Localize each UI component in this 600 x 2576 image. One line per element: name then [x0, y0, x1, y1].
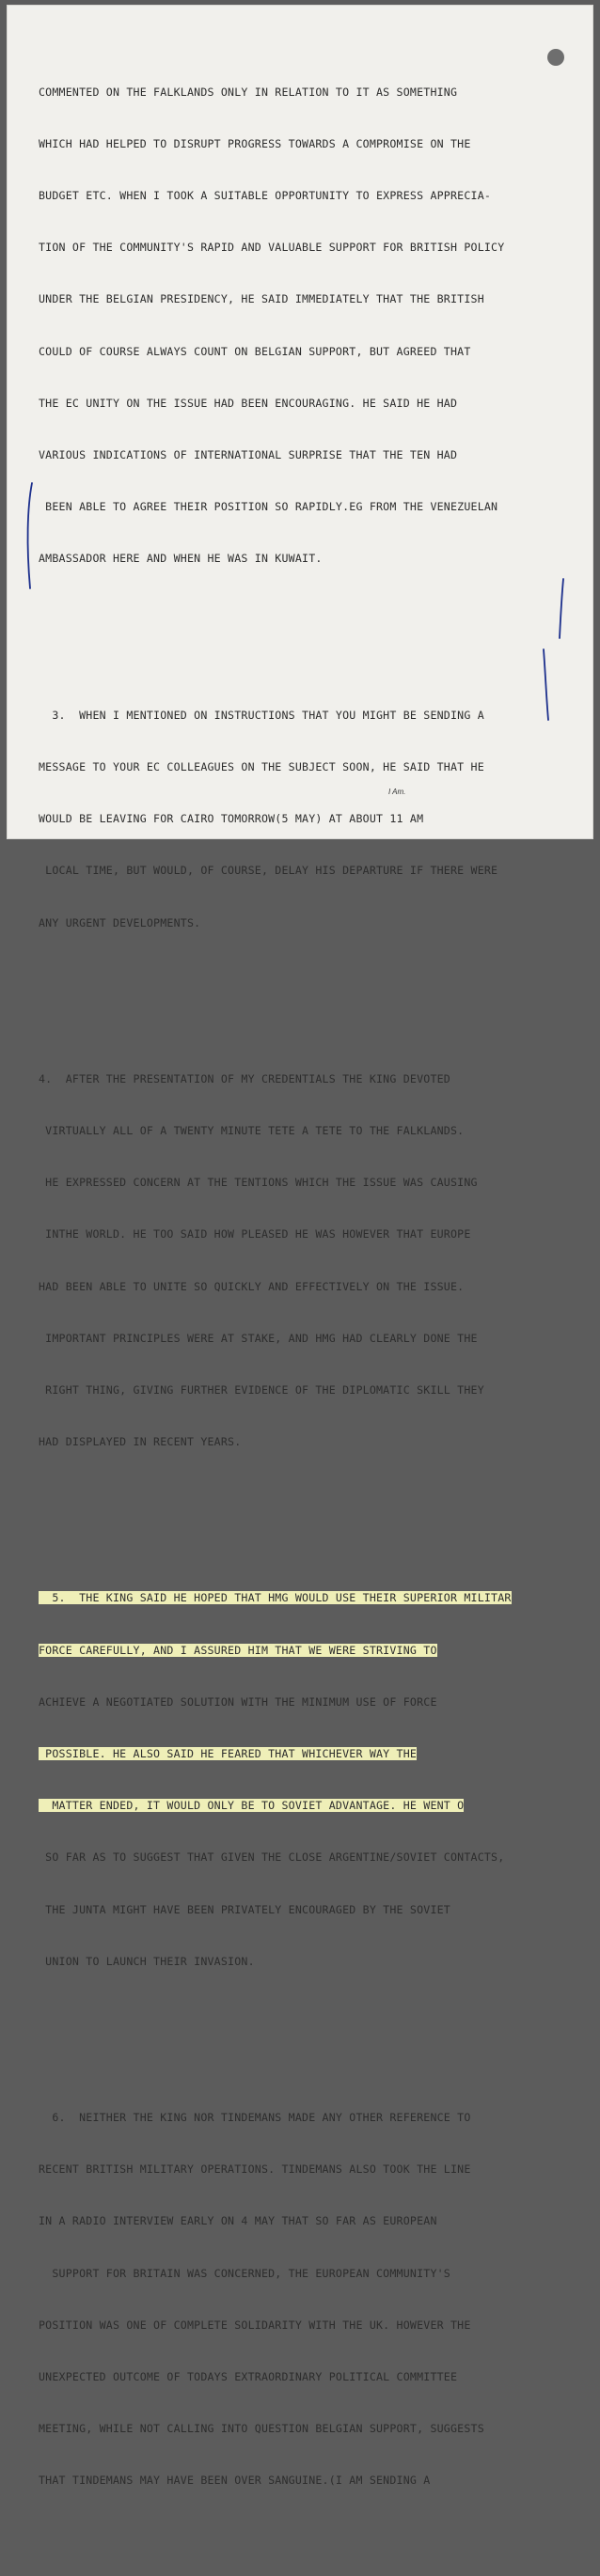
text-line: ANY URGENT DEVELOPMENTS.: [39, 915, 201, 929]
text-line: BEEN ABLE TO AGREE THEIR POSITION SO RAPIDLY.EG FROM THE VENEZUELAN: [39, 500, 498, 514]
text-line: THAT TINDEMANS MAY HAVE BEEN OVER SANGUINE.(I AM SENDING A: [39, 2474, 431, 2488]
right-margin-line-icon: [541, 647, 552, 724]
highlight-mark: MATTER ENDED, IT WOULD ONLY BE TO SOVIET ADVANTAGE. HE WENT O: [39, 1799, 465, 1813]
paragraph-6: [39, 2074, 573, 2523]
handwritten-insert: I Am.: [388, 788, 406, 796]
text-line: HAD BEEN ABLE TO UNITE SO QUICKLY AND EFFECTIVELY ON THE ISSUE.: [39, 1279, 465, 1293]
paragraph-2-continued: [39, 49, 573, 602]
text-line: 6. NEITHER THE KING NOR TINDEMANS MADE ANY OTHER REFERENCE TO: [39, 2111, 471, 2125]
text-line: LOCAL TIME, BUT WOULD, OF COURSE, DELAY HIS DEPARTURE IF THERE WERE: [39, 864, 498, 878]
text-line: UNEXPECTED OUTCOME OF TODAYS EXTRAORDINARY POLITICAL COMMITTEE: [39, 2370, 458, 2384]
text-line: MEETING, WHILE NOT CALLING INTO QUESTION BELGIAN SUPPORT, SUGGESTS: [39, 2422, 484, 2436]
text-line: WHICH HAD HELPED TO DISRUPT PROGRESS TOWARDS A COMPROMISE ON THE: [39, 136, 471, 150]
text-line: VARIOUS INDICATIONS OF INTERNATIONAL SURPRISE THAT THE TEN HAD: [39, 448, 458, 462]
text-line-highlighted: [39, 1642, 573, 1659]
text-line: TION OF THE COMMUNITY'S RAPID AND VALUABLE SUPPORT FOR BRITISH POLICY: [39, 241, 505, 255]
text-line: RIGHT THING, GIVING FURTHER EVIDENCE OF THE DIPLOMATIC SKILL THEY: [39, 1382, 484, 1397]
highlight-mark: FORCE CAREFULLY, AND I ASSURED HIM THAT WE WERE STRIVING TO: [39, 1643, 437, 1657]
text-line: AMBASSADOR HERE AND WHEN HE WAS IN KUWAIT.: [39, 552, 323, 566]
left-margin-bracket-icon: [24, 479, 37, 592]
highlight-mark: POSSIBLE. HE ALSO SAID HE FEARED THAT WHICHEVER WAY THE: [39, 1747, 418, 1760]
text-line: THE JUNTA MIGHT HAVE BEEN PRIVATELY ENCOURAGED BY THE SOVIET: [39, 1902, 450, 1916]
text-line: INTHE WORLD. HE TOO SAID HOW PLEASED HE WAS HOWEVER THAT EUROPE: [39, 1227, 471, 1241]
text-line: MESSAGE TO YOUR EC COLLEAGUES ON THE SUBJECT SOON, HE SAID THAT HE: [39, 759, 484, 773]
paragraph-4: [39, 1036, 573, 1485]
text-line: COULD OF COURSE ALWAYS COUNT ON BELGIAN SUPPORT, BUT AGREED THAT: [39, 344, 471, 358]
text-line: HE EXPRESSED CONCERN AT THE TENTIONS WHICH THE ISSUE WAS CAUSING: [39, 1176, 478, 1190]
text-line: THE EC UNITY ON THE ISSUE HAD BEEN ENCOURAGING. HE SAID HE HAD: [39, 396, 458, 410]
text-line: SUPPORT FOR BRITAIN WAS CONCERNED, THE EUROPEAN COMMUNITY'S: [39, 2266, 450, 2280]
text-line: WOULD BE LEAVING FOR CAIRO TOMORROW(5 MAY) AT ABOUT 11 AM: [39, 812, 424, 826]
text-line: BUDGET ETC. WHEN I TOOK A SUITABLE OPPORTUNITY TO EXPRESS APPRECIA-: [39, 189, 492, 203]
document-page: [7, 5, 593, 2488]
text-line: 4. AFTER THE PRESENTATION OF MY CREDENTIALS THE KING DEVOTED: [39, 1071, 450, 1085]
text-line: 3. WHEN I MENTIONED ON INSTRUCTIONS THAT YOU MIGHT BE SENDING A: [39, 708, 484, 722]
text-line: IN A RADIO INTERVIEW EARLY ON 4 MAY THAT SO FAR AS EUROPEAN: [39, 2214, 437, 2228]
text-line: RECENT BRITISH MILITARY OPERATIONS. TINDEMANS ALSO TOOK THE LINE: [39, 2162, 471, 2177]
text-line: UNDER THE BELGIAN PRESIDENCY, HE SAID IMMEDIATELY THAT THE BRITISH: [39, 292, 484, 306]
highlight-mark: 5. THE KING SAID HE HOPED THAT HMG WOULD USE THEIR SUPERIOR MILITAR: [39, 1591, 512, 1605]
text-line: UNION TO LAUNCH THEIR INVASION.: [39, 1954, 255, 1968]
text-line: POSITION WAS ONE OF COMPLETE SOLIDARITY WITH THE UK. HOWEVER THE: [39, 2318, 471, 2332]
text-line: HAD DISPLAYED IN RECENT YEARS.: [39, 1435, 242, 1449]
text-line-highlighted: [39, 1589, 573, 1606]
text-line: SO FAR AS TO SUGGEST THAT GIVEN THE CLOSE ARGENTINE/SOVIET CONTACTS,: [39, 1850, 505, 1865]
paragraph-5: [39, 1555, 573, 2005]
right-margin-line-icon: [556, 576, 567, 642]
text-line-highlighted: [39, 1745, 573, 1762]
text-line: VIRTUALLY ALL OF A TWENTY MINUTE TETE A TETE TO THE FALKLANDS.: [39, 1123, 465, 1137]
telegram-body: [39, 14, 573, 2576]
paragraph-3: [39, 672, 573, 966]
text-line: COMMENTED ON THE FALKLANDS ONLY IN RELATION TO IT AS SOMETHING: [39, 85, 458, 99]
text-line: ACHIEVE A NEGOTIATED SOLUTION WITH THE MINIMUM USE OF FORCE: [39, 1694, 437, 1709]
text-line-highlighted: [39, 1797, 573, 1814]
text-line: IMPORTANT PRINCIPLES WERE AT STAKE, AND HMG HAD CLEARLY DONE THE: [39, 1331, 478, 1345]
